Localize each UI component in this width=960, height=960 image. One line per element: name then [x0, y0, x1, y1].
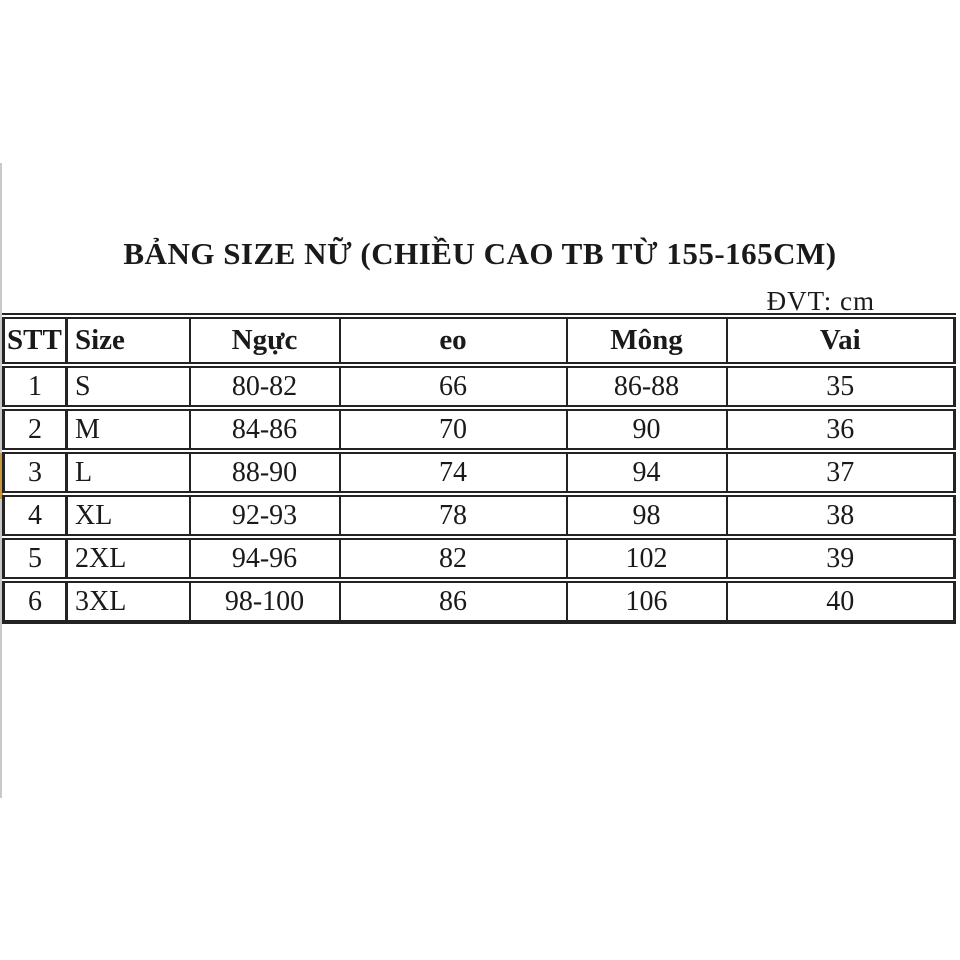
cell-vai: 35	[727, 365, 955, 408]
cell-eo: 82	[340, 537, 567, 580]
cell-mong: 94	[567, 451, 727, 494]
cell-mong: 98	[567, 494, 727, 537]
cell-size: M	[67, 408, 190, 451]
cell-stt: 5	[4, 537, 67, 580]
table-row	[4, 451, 955, 494]
table-body	[4, 365, 955, 622]
cell-mong: 106	[567, 580, 727, 622]
cell-eo: 70	[340, 408, 567, 451]
cell-stt: 1	[4, 365, 67, 408]
cell-stt: 4	[4, 494, 67, 537]
cell-size: L	[67, 451, 190, 494]
cell-nguc: 88-90	[190, 451, 340, 494]
table-row	[4, 408, 955, 451]
size-chart-table	[2, 313, 956, 624]
cell-vai: 36	[727, 408, 955, 451]
cell-size: 3XL	[67, 580, 190, 622]
cell-nguc: 84-86	[190, 408, 340, 451]
cell-nguc: 98-100	[190, 580, 340, 622]
cell-size: S	[67, 365, 190, 408]
cell-mong: 90	[567, 408, 727, 451]
cell-eo: 78	[340, 494, 567, 537]
cell-mong: 86-88	[567, 365, 727, 408]
cell-stt: 2	[4, 408, 67, 451]
cell-nguc: 94-96	[190, 537, 340, 580]
header-eo: eo	[340, 316, 567, 365]
cell-mong: 102	[567, 537, 727, 580]
cell-vai: 39	[727, 537, 955, 580]
header-nguc: Ngực	[190, 316, 340, 365]
table-row	[4, 580, 955, 622]
cell-vai: 37	[727, 451, 955, 494]
header-stt: STT	[4, 316, 67, 365]
cell-nguc: 92-93	[190, 494, 340, 537]
unit-label: ĐVT: cm	[766, 286, 875, 316]
table-row	[4, 365, 955, 408]
table-row	[4, 494, 955, 537]
table-header-row	[4, 316, 955, 365]
header-size: Size	[67, 316, 190, 365]
cell-size: 2XL	[67, 537, 190, 580]
header-vai: Vai	[727, 316, 955, 365]
cell-size: XL	[67, 494, 190, 537]
cell-stt: 6	[4, 580, 67, 622]
page-title: BẢNG SIZE NỮ (CHIỀU CAO TB TỪ 155-165CM)	[123, 236, 837, 271]
cell-eo: 74	[340, 451, 567, 494]
table-row	[4, 537, 955, 580]
cell-stt: 3	[4, 451, 67, 494]
cell-eo: 86	[340, 580, 567, 622]
cell-nguc: 80-82	[190, 365, 340, 408]
header-mong: Mông	[567, 316, 727, 365]
cell-vai: 38	[727, 494, 955, 537]
cell-vai: 40	[826, 585, 855, 617]
cell-eo: 66	[340, 365, 567, 408]
